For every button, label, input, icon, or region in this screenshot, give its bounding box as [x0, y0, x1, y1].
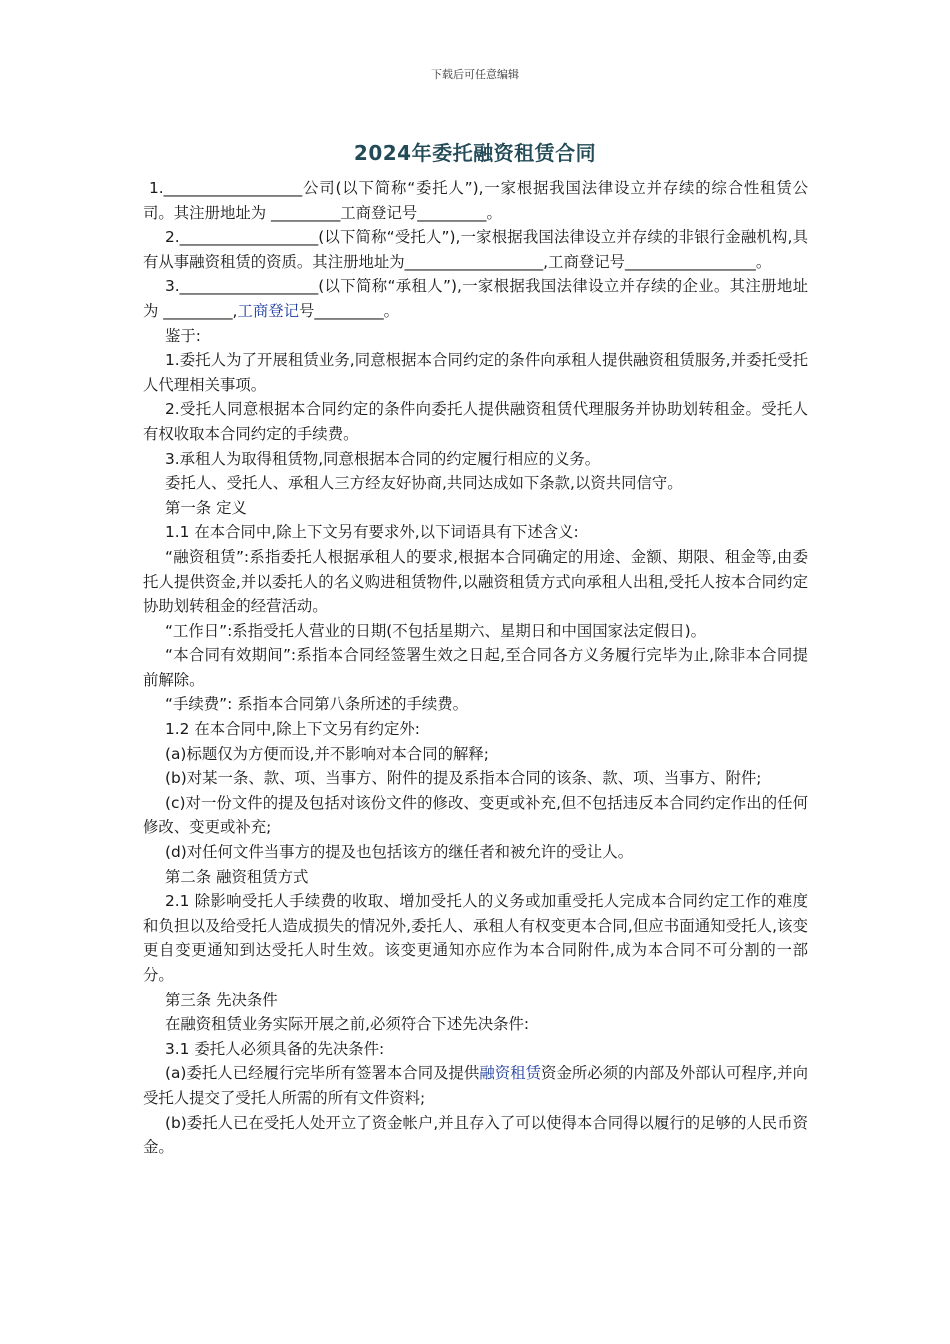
paragraph: “手续费”: 系指本合同第八条所述的手续费。 [165, 695, 469, 714]
paragraph-text: 3.__________________(以下简称“承租人”),一家根据我国法律设立并存续的企业。其注册地址为 _________, [143, 277, 808, 320]
paragraph-text: 资金所必须的内部及外部认可程序,并向受托人提交了受托人所需的所有文件资料; [143, 1064, 808, 1107]
paragraph: 2.__________________(以下简称“受托人”),一家根据我国法律设立并存续的非银行金融机构,具有从事融资租赁的资质。其注册地址为__________________,工商登记号_________________。 [143, 228, 808, 271]
inline-link[interactable]: 融资租赁 [479, 1064, 542, 1083]
paragraph: “本合同有效期间”:系指本合同经签署生效之日起,至合同各方义务履行完毕为止,除非本合同提前解除。 [143, 646, 808, 689]
paragraph: 在融资租赁业务实际开展之前,必须符合下述先决条件: [165, 1015, 530, 1034]
paragraph: “工作日”:系指受托人营业的日期(不包括星期六、星期日和中国国家法定假日)。 [165, 621, 707, 640]
section-heading: 第一条 定义 [165, 498, 247, 517]
paragraph-text: 号_________。 [299, 301, 400, 320]
paragraph: 鉴于: [165, 326, 201, 345]
inline-link[interactable]: 工商登记 [237, 301, 300, 320]
paragraph: 1.1 在本合同中,除上下文另有要求外,以下词语具有下述含义: [165, 523, 579, 542]
paragraph: 3.承租人为取得租赁物,同意根据本合同的约定履行相应的义务。 [165, 449, 601, 468]
header-note: 下载后可任意编辑 [431, 68, 519, 81]
paragraph: 1.2 在本合同中,除上下文另有约定外: [165, 720, 420, 739]
paragraph: (a)标题仅为方便而设,并不影响对本合同的解释; [165, 744, 489, 763]
paragraph: 2.1 除影响受托人手续费的收取、增加受托人的义务或加重受托人完成本合同约定工作的难度和负担以及给受托人造成损失的情况外,委托人、承租人有权变更本合同,但应书面通知受托人,该变更自变更通知到达受托人时生效。该变更通知亦应作为本合同附件,成为本合同不可分割的一部分。 [143, 892, 808, 984]
section-heading: 第二条 融资租赁方式 [165, 867, 309, 886]
paragraph: “融资租赁”:系指委托人根据承租人的要求,根据本合同确定的用途、金额、期限、租金等,由委托人提供资金,并以委托人的名义购进租赁物件,以融资租赁方式向承租人出租,受托人按本合同约定协助划转租金的经营活动。 [143, 547, 808, 616]
paragraph: 1.委托人为了开展租赁业务,同意根据本合同约定的条件向承租人提供融资租赁服务,并委托受托人代理相关事项。 [143, 351, 808, 394]
paragraph: (b)委托人已在受托人处开立了资金帐户,并且存入了可以使得本合同得以履行的足够的人民币资金。 [143, 1113, 808, 1157]
document-title: 2024年委托融资租赁合同 [353, 141, 597, 165]
paragraph [143, 1061, 808, 1110]
paragraph: (d)对任何文件当事方的提及也包括该方的继任者和被允许的受让人。 [165, 843, 634, 862]
document-body [143, 176, 808, 1160]
section-heading: 第三条 先决条件 [165, 990, 278, 1009]
paragraph: 2.受托人同意根据本合同约定的条件向委托人提供融资租赁代理服务并协助划转租金。受托人有权收取本合同约定的手续费。 [143, 400, 808, 443]
paragraph-text: (a)委托人已经履行完毕所有签署本合同及提供 [165, 1064, 480, 1083]
paragraph: 3.1 委托人必须具备的先决条件: [165, 1039, 385, 1058]
paragraph [143, 274, 808, 323]
paragraph: 委托人、受托人、承租人三方经友好协商,共同达成如下条款,以资共同信守。 [165, 474, 683, 493]
paragraph: (c)对一份文件的提及包括对该份文件的修改、变更或补充,但不包括违反本合同约定作出的任何修改、变更或补充; [143, 793, 808, 837]
paragraph: 1.__________________公司(以下简称“委托人”),一家根据我国法律设立并存续的综合性租赁公司。其注册地址为 _________工商登记号_________。 [143, 179, 808, 222]
paragraph: (b)对某一条、款、项、当事方、附件的提及系指本合同的该条、款、项、当事方、附件; [165, 769, 762, 788]
